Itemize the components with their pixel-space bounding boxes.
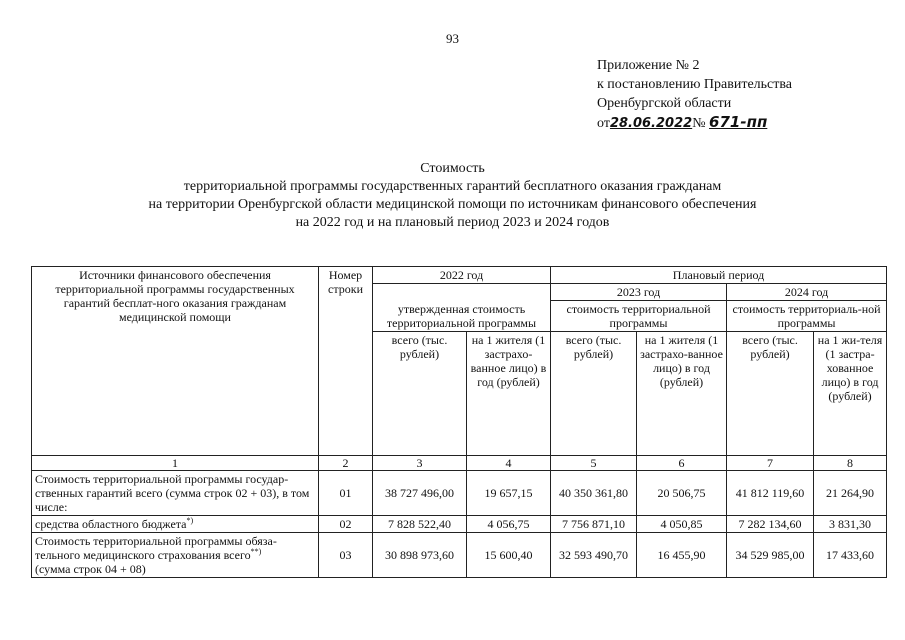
appendix-block: [597, 56, 792, 133]
header-year-2022: 2022 год: [373, 267, 551, 284]
header-planned-period: Плановый период: [551, 267, 887, 284]
row-number: 01: [319, 471, 373, 516]
header-per-capita-2023: на 1 жителя (1 застрахо-ванное лицо) в год (рублей): [637, 332, 727, 456]
table-row: [32, 516, 887, 533]
header-cost-2024: стоимость территориаль-ной программы: [727, 301, 887, 332]
row-number: 02: [319, 516, 373, 533]
cell-value: 16 455,90: [637, 533, 727, 578]
header-total-2023: всего (тыс. рублей): [551, 332, 637, 456]
cell-value: 17 433,60: [814, 533, 887, 578]
cell-value: 30 898 973,60: [373, 533, 467, 578]
footnote-mark: *): [186, 516, 194, 525]
header-sources: Источники финансового обеспечения территориальной программы государственных гарантий бесплат-ного оказания гражданам медицинской помощи: [32, 267, 319, 456]
header-per-capita-2022: на 1 жителя (1 застрахо-ванное лицо) в год (рублей): [467, 332, 551, 456]
cell-value: 7 756 871,10: [551, 516, 637, 533]
cell-value: 3 831,30: [814, 516, 887, 533]
appendix-resolution: к постановлению Правительства: [597, 77, 793, 92]
number-sign: №: [692, 116, 706, 131]
column-number: 7: [727, 456, 814, 471]
cell-value: 32 593 490,70: [551, 533, 637, 578]
appendix-title: Приложение № 2: [597, 58, 700, 73]
cell-value: 38 727 496,00: [373, 471, 467, 516]
row-label-suffix: (сумма строк 04 + 08): [35, 562, 146, 576]
row-label: средства областного бюджета*): [32, 516, 319, 533]
document-title: [0, 160, 905, 232]
cell-value: 15 600,40: [467, 533, 551, 578]
header-approved-cost: утвержденная стоимость территориальной программы: [373, 284, 551, 332]
column-number: 3: [373, 456, 467, 471]
column-number: 2: [319, 456, 373, 471]
row-label: Стоимость территориальной программы обяза-тельного медицинского страхования всего**) (сумма строк 04 + 08): [32, 533, 319, 578]
cell-value: 34 529 985,00: [727, 533, 814, 578]
row-number: 03: [319, 533, 373, 578]
table-row: [32, 533, 887, 578]
header-year-2023: 2023 год: [551, 284, 727, 301]
title-line-4: на 2022 год и на плановый период 2023 и 2024 годов: [295, 215, 610, 230]
appendix-date-line: [597, 113, 792, 133]
appendix-date-prefix: от: [597, 116, 610, 131]
cell-value: 4 050,85: [637, 516, 727, 533]
financing-table: [31, 266, 887, 578]
column-number: 1: [32, 456, 319, 471]
cell-value: 4 056,75: [467, 516, 551, 533]
cell-value: 41 812 119,60: [727, 471, 814, 516]
title-line-3: на территории Оренбургской области медицинской помощи по источникам финансового обеспечения: [148, 197, 757, 212]
header-total-2024: всего (тыс. рублей): [727, 332, 814, 456]
header-cost-2023: стоимость территориальной программы: [551, 301, 727, 332]
page-number: 93: [446, 31, 459, 46]
column-number: 4: [467, 456, 551, 471]
cell-value: 21 264,90: [814, 471, 887, 516]
appendix-region: Оренбургской области: [597, 96, 732, 111]
cell-value: 20 506,75: [637, 471, 727, 516]
column-number: 6: [637, 456, 727, 471]
header-total-2022: всего (тыс. рублей): [373, 332, 467, 456]
row-label: Стоимость территориальной программы государ-ственных гарантий всего (сумма строк 02 + 03), в том числе:: [32, 471, 319, 516]
header-year-2024: 2024 год: [727, 284, 887, 301]
column-number: 8: [814, 456, 887, 471]
table-row: [32, 471, 887, 516]
header-row-number: Номер строки: [319, 267, 373, 456]
handwritten-date: 28.06.2022: [609, 116, 693, 131]
header-per-capita-2024: на 1 жи-теля (1 застра-хованное лицо) в год (рублей): [814, 332, 887, 456]
footnote-mark: **): [250, 547, 262, 556]
cell-value: 40 350 361,80: [551, 471, 637, 516]
cell-value: 19 657,15: [467, 471, 551, 516]
cell-value: 7 282 134,60: [727, 516, 814, 533]
title-line-2: территориальной программы государственных гарантий бесплатного оказания гражданам: [183, 179, 722, 194]
cell-value: 7 828 522,40: [373, 516, 467, 533]
title-line-1: Стоимость: [420, 161, 485, 176]
column-number: 5: [551, 456, 637, 471]
handwritten-number: 671-пп: [709, 113, 768, 131]
column-number-row: [32, 456, 887, 471]
